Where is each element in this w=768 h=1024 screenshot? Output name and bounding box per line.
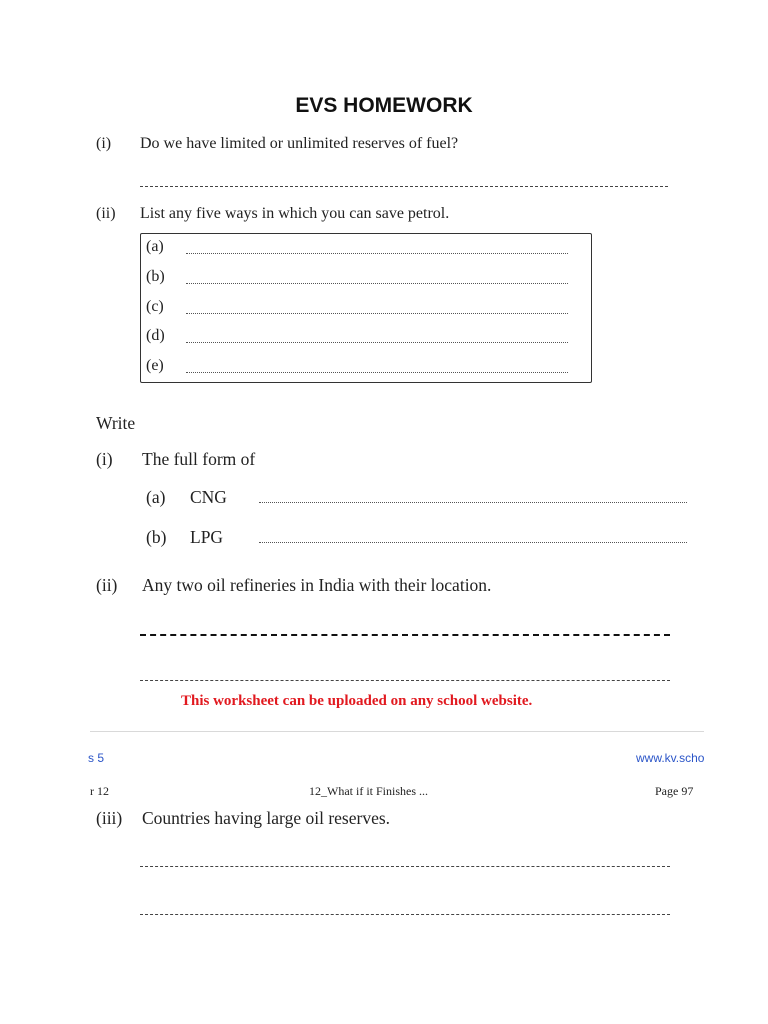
question-1-number: (i) xyxy=(96,135,112,152)
full-form-b-number: (b) xyxy=(146,527,167,547)
write-part-2-number: (ii) xyxy=(96,575,118,595)
answer-line-refinery-1[interactable] xyxy=(140,634,670,636)
answer-line-d[interactable] xyxy=(186,342,568,343)
full-form-b-term: LPG xyxy=(190,527,224,547)
list-item-b-label: (b) xyxy=(146,268,165,285)
page-number: Page 97 xyxy=(655,784,694,798)
footer-left-fragment: s 5 xyxy=(88,751,105,765)
list-item-d-label: (d) xyxy=(146,327,165,344)
footer-divider xyxy=(90,731,704,732)
question-3-number: (iii) xyxy=(96,808,123,828)
answer-line-e[interactable] xyxy=(186,372,568,373)
full-form-a-term: CNG xyxy=(190,487,227,507)
answer-line-a[interactable] xyxy=(186,253,568,254)
footer-website-link[interactable]: www.kv.scho xyxy=(636,751,705,765)
answer-box xyxy=(140,233,592,383)
question-2-text: List any five ways in which you can save petrol. xyxy=(140,205,450,222)
write-part-2-text: Any two oil refineries in India with their location. xyxy=(142,575,492,595)
answer-line-countries-2[interactable] xyxy=(140,914,670,915)
upload-notice: This worksheet can be uploaded on any school website. xyxy=(181,693,533,709)
write-part-1-number: (i) xyxy=(96,449,113,469)
full-form-a-number: (a) xyxy=(146,487,166,507)
answer-line-b[interactable] xyxy=(186,283,568,284)
answer-line-countries-1[interactable] xyxy=(140,866,670,867)
chapter-fragment: r 12 xyxy=(90,784,109,798)
write-part-1-text: The full form of xyxy=(142,449,256,469)
answer-line-cng[interactable] xyxy=(259,502,687,503)
answer-line-lpg[interactable] xyxy=(259,542,687,543)
question-3-text: Countries having large oil reserves. xyxy=(142,808,391,828)
list-item-c-label: (c) xyxy=(146,298,164,315)
write-heading: Write xyxy=(96,413,136,433)
answer-line-1[interactable] xyxy=(140,186,668,187)
answer-line-c[interactable] xyxy=(186,313,568,314)
list-item-e-label: (e) xyxy=(146,357,164,374)
chapter-title: 12_What if it Finishes ... xyxy=(309,784,428,798)
question-2-number: (ii) xyxy=(96,205,116,222)
question-1-text: Do we have limited or unlimited reserves of fuel? xyxy=(140,135,459,152)
list-item-a-label: (a) xyxy=(146,238,164,255)
answer-line-refinery-2[interactable] xyxy=(140,680,670,681)
page-title: EVS HOMEWORK xyxy=(295,94,473,117)
